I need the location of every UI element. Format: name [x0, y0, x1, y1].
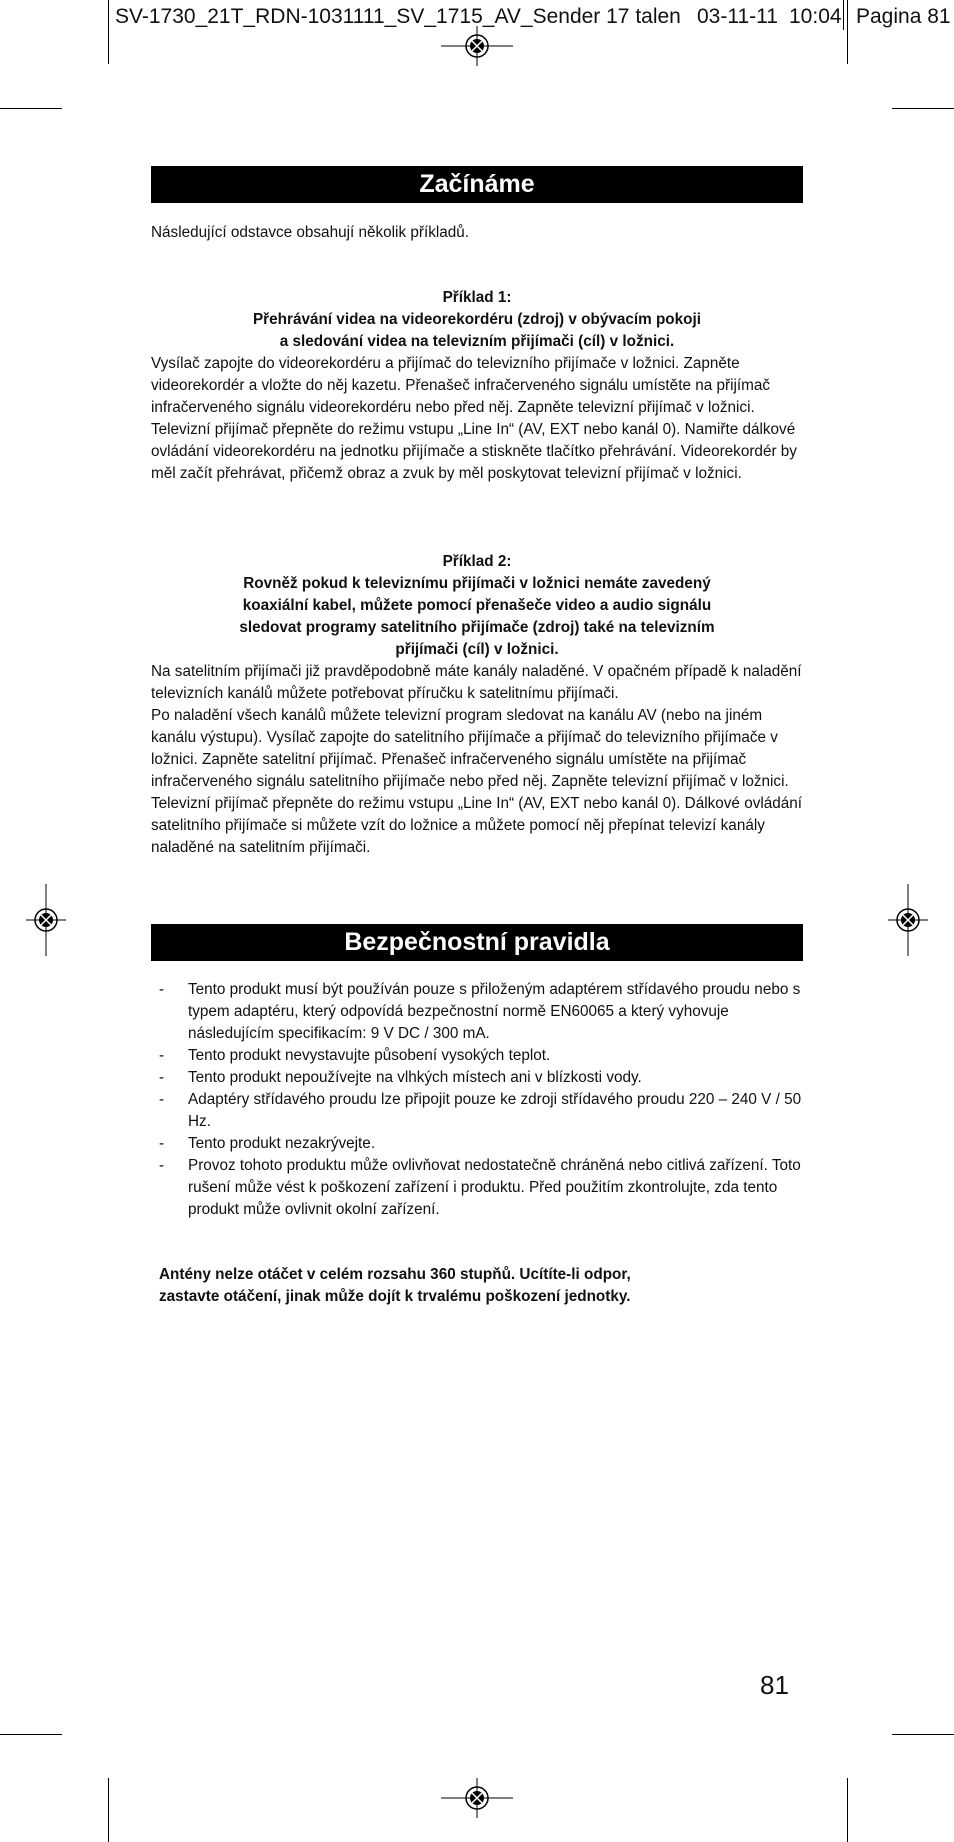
crop-mark	[108, 0, 109, 64]
slug-page: Pagina 81	[856, 5, 951, 28]
warning-line: Antény nelze otáčet v celém rozsahu 360 stupňů. Ucítíte-li odpor,	[159, 1266, 631, 1283]
example-2-heading-line: Rovněž pokud k televiznímu přijímači v ložnici nemáte zavedený	[243, 575, 711, 592]
warning-line: zastavte otáčení, jinak může dojít k trvalému poškození jednotky.	[159, 1288, 631, 1305]
list-item: - Tento produkt nevystavujte působení vysokých teplot.	[151, 1045, 803, 1067]
crop-mark	[108, 1778, 109, 1842]
print-slug-header	[110, 0, 954, 34]
example-1-paragraph: Vysílač zapojte do videorekordéru a přijímač do televizního přijímače v ložnici. Zapněte videorekordér a vložte do něj kazetu. Přenašeč infračerveného signálu umístěte na přijímač infračerveného signálu videorekordéru nebo před něj. Zapněte televizní přijímač v ložnici.	[151, 355, 771, 416]
list-item: - Adaptéry střídavého proudu lze připojit pouze ke zdroji střídavého proudu 220 – 240 V / 50 Hz.	[151, 1089, 803, 1133]
example-1-heading-line: Přehrávání videa na videorekordéru (zdroj) v obývacím pokoji	[252, 311, 701, 328]
example-2-paragraph: Na satelitním přijímači již pravděpodobně máte kanály naladěné. V opačném případě k naladění televizních kanálů můžete potřebovat příručku k satelitnímu přijímači.	[151, 663, 802, 702]
list-item: - Tento produkt nezakrývejte.	[151, 1133, 803, 1155]
list-item: - Tento produkt nepoužívejte na vlhkých místech ani v blízkosti vody.	[151, 1067, 803, 1089]
example-2-paragraph: Televizní přijímač přepněte do režimu vstupu „Line In“ (AV, EXT nebo kanál 0). Dálkové ovládání satelitního přijímače si můžete vzít do ložnice a můžete pomocí něj přepínat televizí kanály naladěné na satelitním přijímači.	[151, 795, 803, 856]
crop-mark	[847, 1778, 848, 1842]
section-title-safety: Bezpečnostní pravidla	[151, 924, 803, 961]
slug-time: 10:04	[789, 5, 842, 28]
registration-mark-icon	[441, 26, 513, 66]
registration-mark-icon	[888, 884, 928, 956]
example-2-heading-line: sledovat programy satelitního přijímače (zdroj) také na televizním	[239, 619, 715, 636]
example-2-paragraph: Po naladění všech kanálů můžete televizní program sledovat na kanálu AV (nebo na jiném kanálu výstupu). Vysílač zapojte do satelitního přijímače a přijímač do televizního přijímače v ložnici. Zapněte satelitní přijímač. Přenašeč infračerveného signálu umístěte na přijímač infračerveného signálu satelitního přijímače nebo před něj. Zapněte televizní přijímač v ložnici.	[151, 707, 789, 790]
crop-mark	[892, 1734, 954, 1735]
slug-date: 03-11-11	[697, 5, 778, 28]
crop-mark	[847, 0, 848, 64]
crop-mark	[0, 108, 62, 109]
header-divider	[843, 0, 844, 30]
list-item: - Provoz tohoto produktu může ovlivňovat nedostatečně chráněná nebo citlivá zařízení. Toto rušení může vést k poškození zařízení i produktu. Před použitím zkontrolujte, zda tento produkt může ovlivnit okolní zařízení.	[151, 1155, 803, 1221]
intro-text: Následující odstavce obsahují několik příkladů.	[151, 224, 470, 241]
safety-rules-list	[151, 979, 803, 1221]
example-1-heading-line: a sledování videa na televizním přijímači (cíl) v ložnici.	[279, 333, 675, 350]
example-2-label: Příklad 2:	[442, 553, 512, 570]
page-number: 81	[760, 1670, 789, 1700]
example-1	[151, 287, 803, 485]
example-1-paragraph: Televizní přijímač přepněte do režimu vstupu „Line In“ (AV, EXT nebo kanál 0). Namiřte dálkové ovládání videorekordéru na jednotku přijímače a stiskněte tlačítko přehrávání. Videorekordér by měl začít přehrávat, přičemž obraz a zvuk by měl poskytovat televizní přijímač v ložnici.	[151, 421, 797, 482]
section-title-getting-started: Začínáme	[151, 166, 803, 203]
section-intro	[151, 222, 803, 244]
registration-mark-icon	[441, 1778, 513, 1818]
crop-mark	[892, 108, 954, 109]
slug-filename: SV-1730_21T_RDN-1031111_SV_1715_AV_Sender 17 talen	[115, 5, 681, 28]
example-2	[151, 551, 803, 859]
registration-mark-icon	[26, 884, 66, 956]
warning-note	[159, 1264, 799, 1308]
safety-rules	[151, 979, 803, 1221]
example-1-label: Příklad 1:	[442, 289, 512, 306]
example-2-heading-line: koaxiální kabel, můžete pomocí přenašeče video a audio signálu	[242, 597, 712, 614]
list-item: - Tento produkt musí být používán pouze s přiloženým adaptérem střídavého proudu nebo s typem adaptéru, který odpovídá bezpečnostní normě EN60065 a který vyhovuje následujícím specifikacím: 9 V DC / 300 mA.	[151, 979, 803, 1045]
crop-mark	[0, 1734, 62, 1735]
example-2-heading-line: přijímači (cíl) v ložnici.	[395, 641, 559, 658]
